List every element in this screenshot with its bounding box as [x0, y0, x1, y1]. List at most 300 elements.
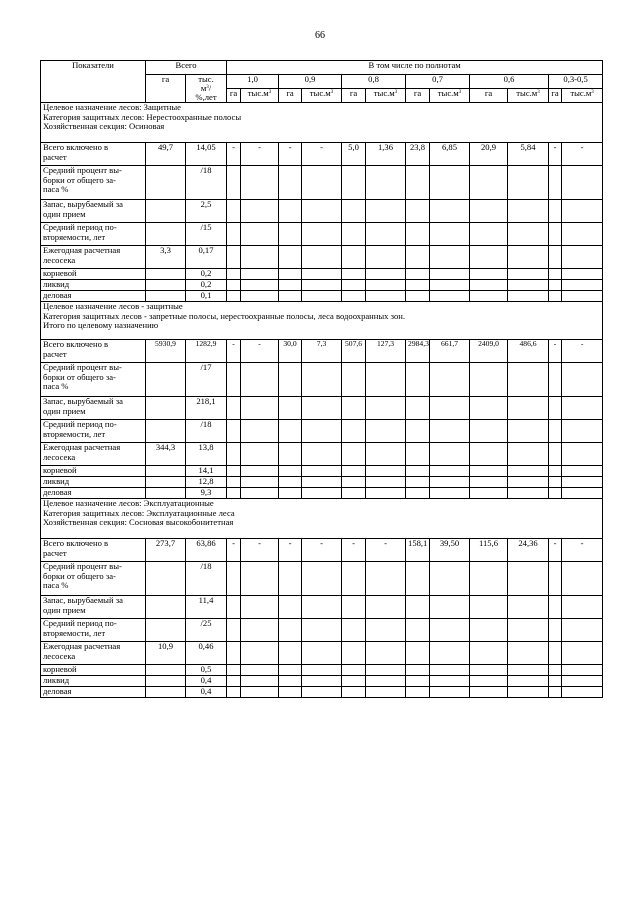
table-cell: [470, 363, 508, 397]
table-cell: [562, 363, 603, 397]
table-cell: [470, 420, 508, 443]
table-cell: [549, 223, 562, 246]
table-cell: [302, 466, 342, 477]
table-cell: [342, 596, 366, 619]
table-cell: [146, 665, 186, 676]
table-cell: [227, 363, 241, 397]
table-cell: [279, 420, 302, 443]
table-cell: [241, 562, 279, 596]
table-cell: [366, 642, 406, 665]
row-label: деловая: [41, 488, 146, 499]
table-cell: -: [227, 143, 241, 166]
table-cell: [508, 420, 549, 443]
table-cell: [430, 642, 470, 665]
table-cell: [302, 420, 342, 443]
row-label: корневой: [41, 269, 146, 280]
table-cell: [279, 397, 302, 420]
table-cell: [430, 488, 470, 499]
table-cell: -: [366, 539, 406, 562]
table-row: [41, 596, 603, 619]
table-cell: -: [342, 539, 366, 562]
table-cell: [342, 665, 366, 676]
table-cell: [279, 596, 302, 619]
table-cell: [366, 269, 406, 280]
table-cell: [279, 665, 302, 676]
table-cell: -: [549, 539, 562, 562]
table-cell: 12,8: [186, 477, 227, 488]
table-cell: [342, 676, 366, 687]
table-cell: [430, 619, 470, 642]
table-cell: -: [279, 539, 302, 562]
ha-subheader: га: [549, 88, 562, 103]
table-cell: [406, 562, 430, 596]
table-cell: /18: [186, 562, 227, 596]
table-cell: [227, 687, 241, 698]
table-cell: [227, 665, 241, 676]
table-cell: [302, 363, 342, 397]
table-cell: [146, 280, 186, 291]
table-cell: [406, 687, 430, 698]
table-row: [41, 340, 603, 363]
ha-subheader: га: [227, 88, 241, 103]
row-label: Ежегодная расчетная лесосека: [41, 642, 146, 665]
table-cell: [146, 363, 186, 397]
table-cell: [366, 443, 406, 466]
table-cell: [366, 562, 406, 596]
table-cell: [342, 363, 366, 397]
density-header: 0,8: [342, 75, 406, 89]
table-cell: [342, 246, 366, 269]
table-cell: [241, 466, 279, 477]
table-cell: [227, 466, 241, 477]
table-cell: 5,84: [508, 143, 549, 166]
volume-subheader: $тыс.м^3$: [508, 88, 549, 103]
table-cell: [430, 397, 470, 420]
table-cell: [549, 477, 562, 488]
table-cell: [562, 269, 603, 280]
table-cell: 7,3: [302, 340, 342, 363]
table-cell: [430, 246, 470, 269]
table-cell: [406, 596, 430, 619]
table-cell: -: [549, 340, 562, 363]
table-cell: [279, 223, 302, 246]
table-cell: [470, 269, 508, 280]
table-cell: [366, 687, 406, 698]
table-cell: 1,36: [366, 143, 406, 166]
table-cell: [366, 488, 406, 499]
section-heading-line: Хозяйственная секция: Сосновая высокобонитетная: [43, 517, 234, 528]
table-cell: [279, 246, 302, 269]
row-label: корневой: [41, 466, 146, 477]
table-cell: [406, 280, 430, 291]
table-cell: [470, 687, 508, 698]
section-heading-line: Итого по целевому назначению: [43, 320, 159, 331]
table-cell: [241, 619, 279, 642]
table-cell: [508, 687, 549, 698]
table-cell: [342, 280, 366, 291]
table-cell: [430, 665, 470, 676]
table-cell: [430, 676, 470, 687]
table-cell: [508, 619, 549, 642]
page-number: 66: [315, 30, 325, 41]
table-cell: [302, 642, 342, 665]
table-cell: 6,85: [430, 143, 470, 166]
table-cell: [241, 223, 279, 246]
indicators-header: Показатели: [41, 61, 146, 103]
table-cell: [342, 420, 366, 443]
table-row: [41, 397, 603, 420]
table-cell: [302, 443, 342, 466]
table-cell: [508, 397, 549, 420]
table-cell: [508, 166, 549, 200]
table-cell: [508, 363, 549, 397]
table-cell: [549, 642, 562, 665]
table-cell: [241, 280, 279, 291]
table-cell: [279, 443, 302, 466]
table-cell: [227, 166, 241, 200]
table-cell: [406, 477, 430, 488]
table-cell: 158,1: [406, 539, 430, 562]
section-heading: [41, 499, 603, 539]
total-volume-header: тыс. $м^3/$ %,лет: [186, 75, 227, 103]
row-label: Запас, вырубаемый за один прием: [41, 200, 146, 223]
table-cell: [241, 397, 279, 420]
row-label: Ежегодная расчетная лесосека: [41, 443, 146, 466]
table-row: [41, 291, 603, 302]
table-cell: 63,86: [186, 539, 227, 562]
table-cell: -: [227, 539, 241, 562]
section-heading-line: Целевое назначение лесов: Эксплуатационные: [43, 498, 214, 509]
table-cell: [549, 619, 562, 642]
table-cell: [366, 596, 406, 619]
table-cell: [279, 562, 302, 596]
table-cell: -: [562, 539, 603, 562]
row-label: Всего включено в расчет: [41, 340, 146, 363]
table-cell: 661,7: [430, 340, 470, 363]
table-cell: [302, 223, 342, 246]
table-cell: [562, 642, 603, 665]
table-cell: [430, 363, 470, 397]
table-cell: [549, 166, 562, 200]
table-cell: [470, 397, 508, 420]
table-cell: [470, 676, 508, 687]
table-cell: [366, 280, 406, 291]
table-cell: [470, 166, 508, 200]
table-cell: [366, 223, 406, 246]
table-cell: [302, 676, 342, 687]
table-cell: [562, 477, 603, 488]
allowable-cut-table: [40, 60, 603, 698]
table-cell: [430, 280, 470, 291]
table-cell: [562, 687, 603, 698]
volume-subheader: $тыс.м^3$: [241, 88, 279, 103]
table-cell: [430, 477, 470, 488]
ha-subheader: га: [342, 88, 366, 103]
table-cell: [430, 166, 470, 200]
table-cell: [227, 246, 241, 269]
table-cell: [146, 200, 186, 223]
table-row: [41, 687, 603, 698]
table-cell: [342, 269, 366, 280]
row-label: ликвид: [41, 477, 146, 488]
table-cell: [406, 166, 430, 200]
table-cell: [227, 642, 241, 665]
table-cell: [366, 665, 406, 676]
table-cell: [470, 443, 508, 466]
total-header: Всего: [146, 61, 227, 75]
table-cell: 14,1: [186, 466, 227, 477]
table-cell: [562, 619, 603, 642]
table-cell: 39,50: [430, 539, 470, 562]
table-cell: 5,0: [342, 143, 366, 166]
table-cell: [562, 223, 603, 246]
table-cell: -: [241, 143, 279, 166]
table-cell: 20,9: [470, 143, 508, 166]
table-cell: [430, 466, 470, 477]
table-cell: [241, 488, 279, 499]
table-cell: [241, 269, 279, 280]
section-heading-line: Категория защитных лесов: Нерестоохранные полосы: [43, 111, 242, 122]
table-cell: [549, 200, 562, 223]
table-cell: [302, 200, 342, 223]
table-cell: [549, 291, 562, 302]
table-cell: [549, 466, 562, 477]
table-cell: [241, 363, 279, 397]
table-cell: [241, 200, 279, 223]
table-cell: [508, 200, 549, 223]
row-label: Всего включено в расчет: [41, 143, 146, 166]
row-label: деловая: [41, 291, 146, 302]
table-cell: [302, 246, 342, 269]
table-cell: 115,6: [470, 539, 508, 562]
table-row: [41, 363, 603, 397]
row-label: Запас, вырубаемый за один прием: [41, 397, 146, 420]
table-cell: [562, 291, 603, 302]
table-row: [41, 200, 603, 223]
table-cell: [366, 291, 406, 302]
table-cell: [508, 488, 549, 499]
table-cell: [241, 687, 279, 698]
table-cell: 127,3: [366, 340, 406, 363]
table-cell: [146, 562, 186, 596]
table-cell: [549, 420, 562, 443]
table-cell: [406, 420, 430, 443]
table-cell: [508, 280, 549, 291]
table-cell: [508, 246, 549, 269]
table-cell: [227, 443, 241, 466]
table-cell: [430, 420, 470, 443]
table-cell: [227, 488, 241, 499]
table-cell: 0,2: [186, 269, 227, 280]
table-cell: [470, 665, 508, 676]
table-cell: [562, 280, 603, 291]
table-cell: [241, 166, 279, 200]
table-cell: 0,4: [186, 687, 227, 698]
table-cell: [549, 687, 562, 698]
table-cell: -: [302, 143, 342, 166]
table-cell: [430, 562, 470, 596]
table-cell: -: [302, 539, 342, 562]
table-cell: [342, 443, 366, 466]
table-cell: [508, 477, 549, 488]
table-cell: [302, 562, 342, 596]
table-cell: 14,05: [186, 143, 227, 166]
table-cell: [279, 269, 302, 280]
table-cell: [279, 466, 302, 477]
table-cell: -: [549, 143, 562, 166]
table-cell: [430, 269, 470, 280]
table-cell: /15: [186, 223, 227, 246]
table-row: [41, 420, 603, 443]
table-cell: [146, 488, 186, 499]
volume-subheader: $тыс.м^3$: [562, 88, 603, 103]
density-header: 0,7: [406, 75, 470, 89]
table-cell: [470, 642, 508, 665]
table-cell: [406, 397, 430, 420]
table-cell: [406, 269, 430, 280]
table-cell: [279, 619, 302, 642]
table-cell: [241, 420, 279, 443]
table-cell: [406, 291, 430, 302]
table-cell: [562, 443, 603, 466]
ha-subheader: га: [406, 88, 430, 103]
table-cell: 10,9: [146, 642, 186, 665]
table-cell: [470, 246, 508, 269]
density-header: 0,9: [279, 75, 342, 89]
table-cell: [241, 477, 279, 488]
table-cell: [406, 466, 430, 477]
table-cell: [470, 223, 508, 246]
table-cell: -: [241, 340, 279, 363]
table-row: [41, 466, 603, 477]
table-cell: [508, 443, 549, 466]
table-cell: [406, 200, 430, 223]
table-cell: [279, 280, 302, 291]
table-cell: [470, 200, 508, 223]
table-cell: [342, 687, 366, 698]
ha-subheader: га: [470, 88, 508, 103]
section-heading: [41, 302, 603, 340]
table-cell: -: [279, 143, 302, 166]
table-cell: 0,5: [186, 665, 227, 676]
table-cell: [146, 223, 186, 246]
table-cell: -: [562, 143, 603, 166]
table-cell: [227, 562, 241, 596]
table-cell: [366, 477, 406, 488]
table-cell: [470, 477, 508, 488]
table-cell: [279, 687, 302, 698]
table-cell: [366, 363, 406, 397]
section-heading-line: Категория защитных лесов: Эксплуатационные леса: [43, 507, 235, 518]
table-cell: [562, 488, 603, 499]
table-cell: 24,36: [508, 539, 549, 562]
table-cell: [146, 466, 186, 477]
volume-subheader: $тыс.м^3$: [430, 88, 470, 103]
table-cell: [366, 200, 406, 223]
table-cell: /25: [186, 619, 227, 642]
table-cell: [279, 363, 302, 397]
table-cell: 2409,0: [470, 340, 508, 363]
row-label: Средний период по- вторяемости, лет: [41, 619, 146, 642]
table-cell: [562, 166, 603, 200]
table-cell: [279, 477, 302, 488]
table-cell: 0,1: [186, 291, 227, 302]
table-cell: [227, 280, 241, 291]
row-label: Средний период по- вторяемости, лет: [41, 223, 146, 246]
table-cell: [406, 619, 430, 642]
table-cell: 2984,3: [406, 340, 430, 363]
section-heading-line: Категория защитных лесов - запретные полосы, нерестоохранные полосы, леса водоохранных зон.: [43, 310, 405, 321]
table-cell: [342, 477, 366, 488]
table-cell: [549, 397, 562, 420]
densities-group-header: В том числе по полнотам: [227, 61, 603, 75]
table-cell: [406, 246, 430, 269]
row-label: ликвид: [41, 280, 146, 291]
table-cell: [342, 562, 366, 596]
table-cell: [406, 642, 430, 665]
table-cell: [366, 619, 406, 642]
table-cell: [430, 443, 470, 466]
table-cell: 5930,9: [146, 340, 186, 363]
table-cell: [508, 562, 549, 596]
table-cell: [227, 596, 241, 619]
table-cell: [342, 466, 366, 477]
table-cell: [508, 676, 549, 687]
table-cell: [279, 200, 302, 223]
table-cell: [562, 246, 603, 269]
table-row: [41, 280, 603, 291]
table-cell: [549, 363, 562, 397]
table-cell: 49,7: [146, 143, 186, 166]
table-cell: [470, 562, 508, 596]
table-row: [41, 166, 603, 200]
table-cell: [302, 687, 342, 698]
table-cell: 2,5: [186, 200, 227, 223]
table-cell: [146, 166, 186, 200]
table-cell: [562, 420, 603, 443]
table-cell: [279, 642, 302, 665]
table-cell: [146, 687, 186, 698]
table-cell: [146, 269, 186, 280]
table-cell: [562, 466, 603, 477]
table-cell: [342, 619, 366, 642]
table-cell: 507,6: [342, 340, 366, 363]
table-cell: [366, 420, 406, 443]
table-cell: /18: [186, 166, 227, 200]
table-cell: 273,7: [146, 539, 186, 562]
table-cell: 344,3: [146, 443, 186, 466]
table-cell: [470, 291, 508, 302]
table-cell: [241, 246, 279, 269]
row-label: Средний период по- вторяемости, лет: [41, 420, 146, 443]
table-cell: [508, 642, 549, 665]
table-cell: [146, 477, 186, 488]
table-cell: [227, 619, 241, 642]
table-cell: [549, 246, 562, 269]
row-label: Средний процент вы- борки от общего за- паса %: [41, 562, 146, 596]
table-cell: 0,4: [186, 676, 227, 687]
table-cell: [406, 676, 430, 687]
table-cell: [342, 642, 366, 665]
table-cell: [302, 619, 342, 642]
table-cell: [406, 443, 430, 466]
table-cell: [146, 596, 186, 619]
table-row: [41, 246, 603, 269]
table-cell: [406, 223, 430, 246]
table-row: [41, 223, 603, 246]
section-heading-line: Целевое назначение лесов: Защитные: [43, 102, 181, 113]
table-cell: -: [227, 340, 241, 363]
